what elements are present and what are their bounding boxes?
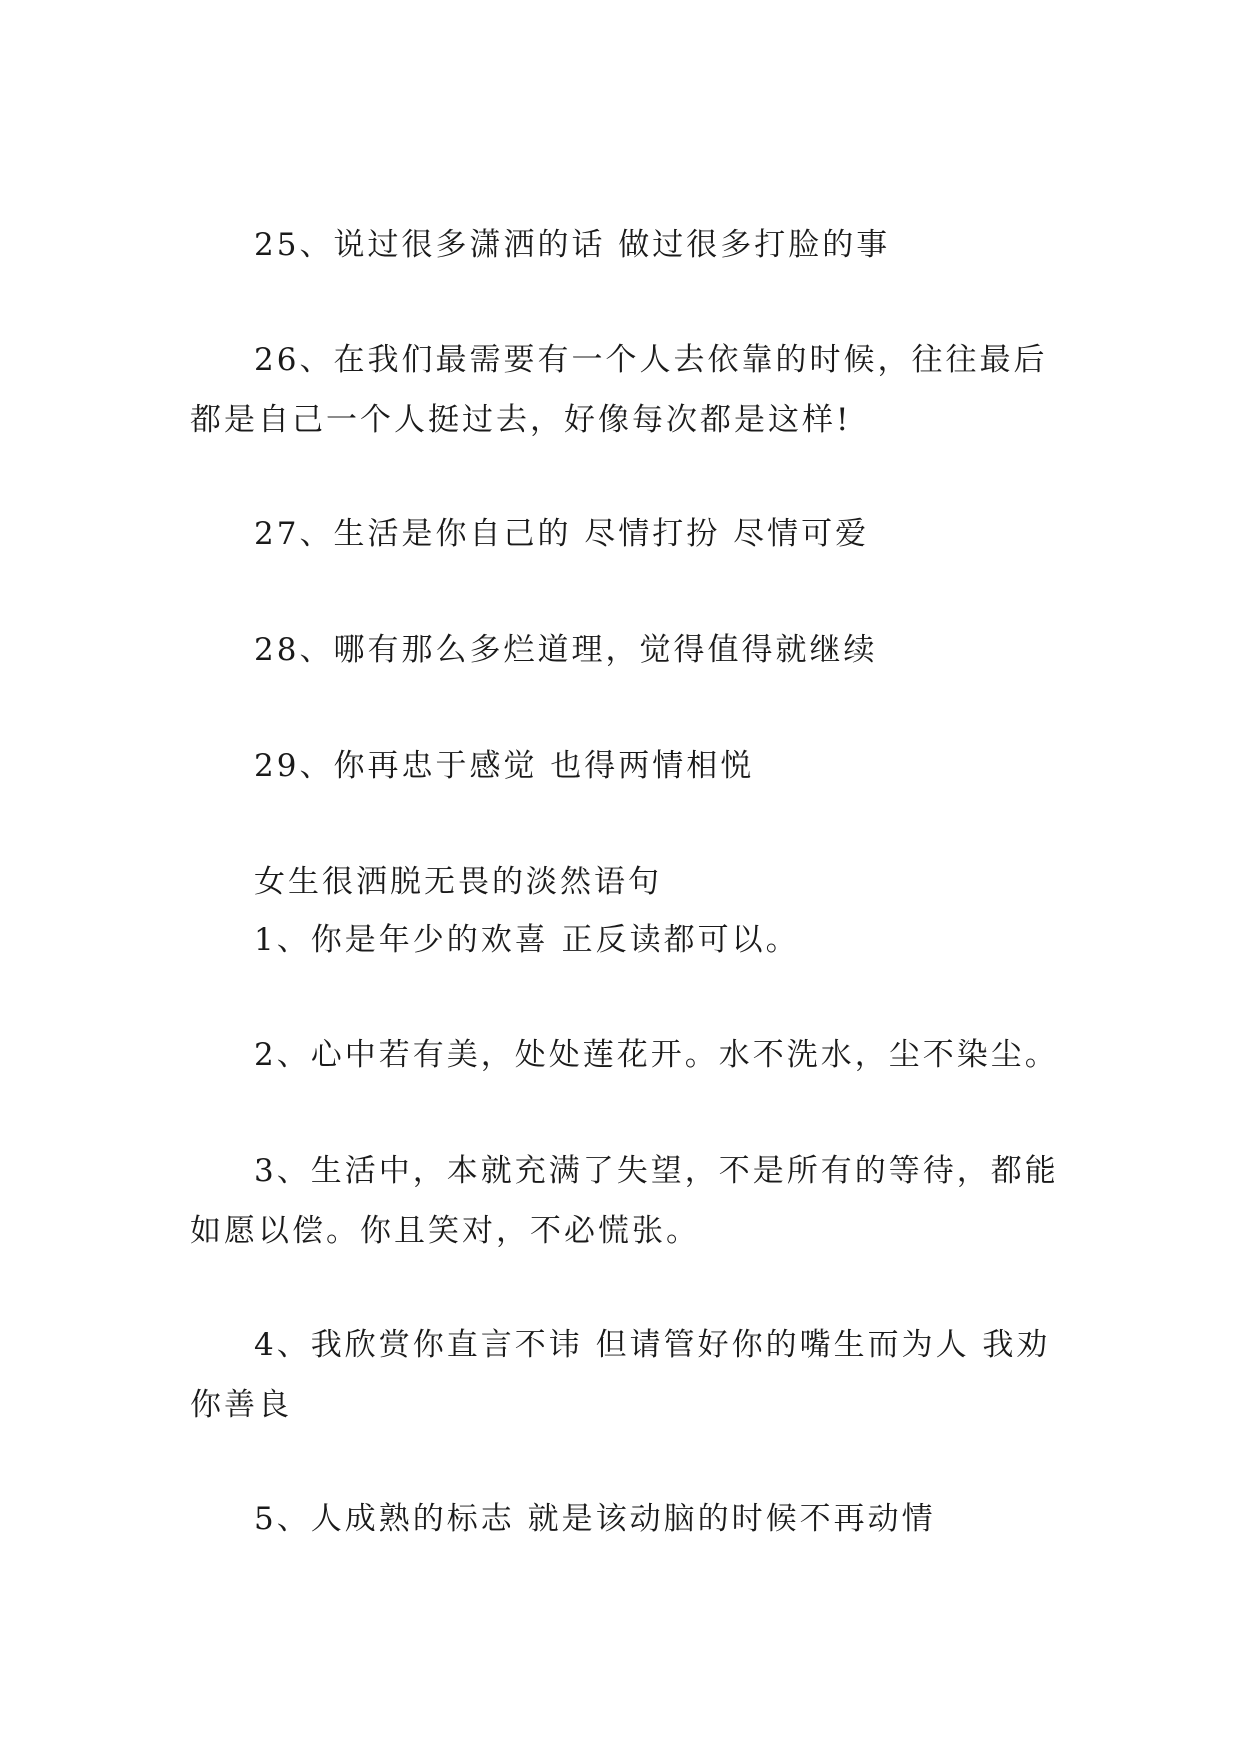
section-heading: 女生很洒脱无畏的淡然语句 xyxy=(254,864,662,900)
list-item: 1、你是年少的欢喜 正反读都可以。 xyxy=(254,922,800,958)
list-item: 2、心中若有美，处处莲花开。水不洗水，尘不染尘。 xyxy=(254,1037,1059,1073)
list-item: 29、你再忠于感觉 也得两情相悦 xyxy=(254,748,755,784)
list-item: 27、生活是你自己的 尽情打扮 尽情可爱 xyxy=(254,516,870,552)
list-item: 5、人成熟的标志 就是该动脑的时候不再动情 xyxy=(254,1501,936,1537)
list-item: 25、说过很多潇洒的话 做过很多打脸的事 xyxy=(254,227,891,263)
list-item: 3、生活中，本就充满了失望，不是所有的等待，都能如愿以偿。你且笑对，不必慌张。 xyxy=(190,1153,1059,1249)
list-item: 28、哪有那么多烂道理，觉得值得就继续 xyxy=(254,632,878,668)
list-item: 4、我欣赏你直言不讳 但请管好你的嘴生而为人 我劝你善良 xyxy=(190,1327,1051,1423)
list-item: 26、在我们最需要有一个人去依靠的时候，往往最后都是自己一个人挺过去，好像每次都是这样! xyxy=(190,342,1048,438)
